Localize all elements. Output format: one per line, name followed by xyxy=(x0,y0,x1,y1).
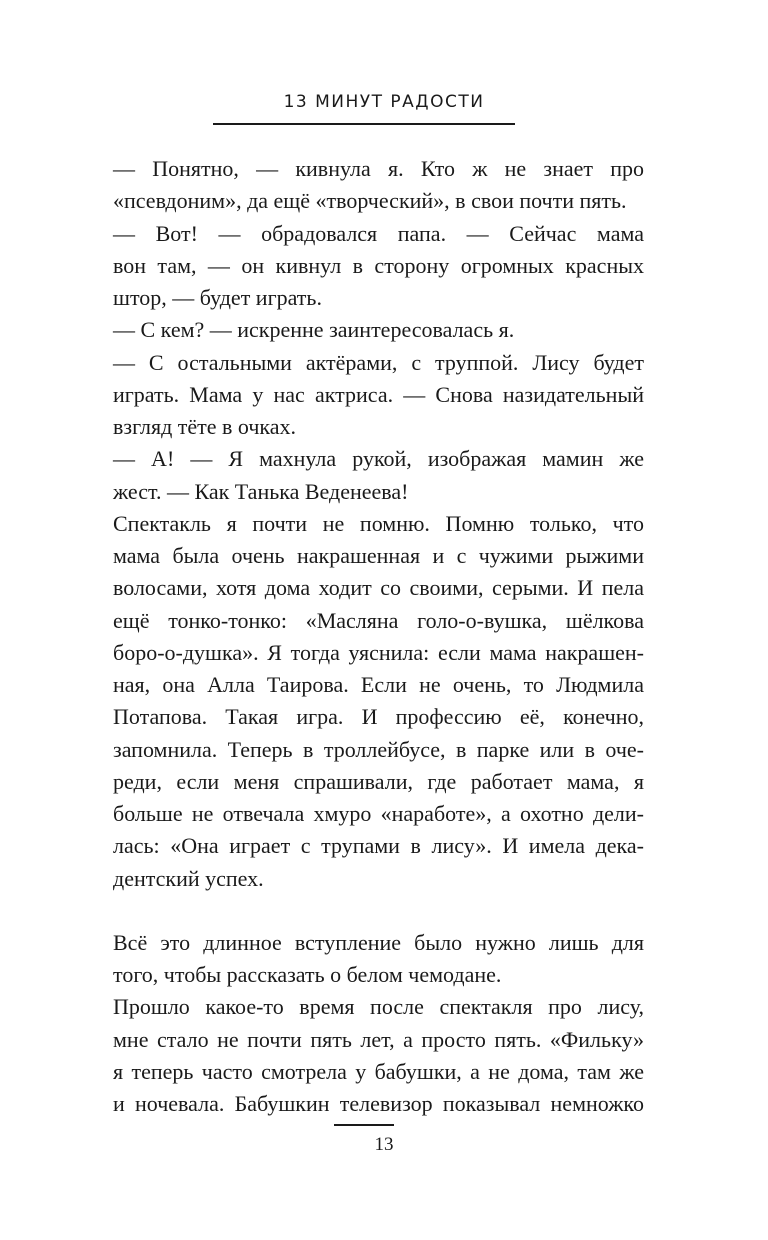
text-line: жест. — Как Танька Веденеева! xyxy=(113,478,409,504)
text-line: Потапова. Такая игра. И профессию её, конечно, xyxy=(113,704,644,730)
text-line: — А! — Я махнула рукой, изображая мамин же xyxy=(113,446,644,472)
text-line: ещё тонко-тонко: «Масляна голо-о-вушка, шёлкова xyxy=(113,607,644,633)
text-line: — С кем? — искренне заинтересовалась я. xyxy=(113,317,515,343)
text-line: — Понятно, — кивнула я. Кто ж не знает про xyxy=(113,156,644,181)
text-line: дентский успех. xyxy=(113,865,264,891)
text-line: того, чтобы рассказать о белом чемодане. xyxy=(113,962,502,987)
page-number: 13 xyxy=(374,1134,394,1155)
header-rule xyxy=(213,123,515,125)
folio-rule xyxy=(334,1124,394,1126)
text-line: мама была очень накрашенная и с чужими рыжими xyxy=(113,543,644,568)
text-line: «псевдоним», да ещё «творческий», в свои почти пять. xyxy=(113,188,627,214)
text-line: вон там, — он кивнул в сторону огромных красных xyxy=(113,252,644,278)
text-line: — Вот! — обрадовался папа. — Сейчас мама xyxy=(113,220,644,246)
text-line: Спектакль я почти не помню. Помню только, что xyxy=(113,510,644,536)
text-line: боро-о-душка». Я тогда уяснила: если мама накрашен- xyxy=(113,639,644,665)
text-line: Прошло какое-то время после спектакля про лису, xyxy=(113,994,644,1020)
text-line: лась: «Она играет с трупами в лису». И имела дека- xyxy=(113,833,644,859)
text-line: мне стало не почти пять лет, а просто пять. «Фильку» xyxy=(113,1026,644,1052)
text-line: я теперь часто смотрела у бабушки, а не дома, там же xyxy=(113,1058,644,1084)
text-line: играть. Мама у нас актриса. — Снова назидательный xyxy=(113,381,644,407)
section-break xyxy=(113,895,644,927)
text-line: запомнила. Теперь в троллейбусе, в парке или в оче- xyxy=(113,736,644,762)
body-text xyxy=(113,153,644,1120)
running-title: 13 МИНУТ РАДОСТИ xyxy=(283,92,485,112)
text-line: ная, она Алла Таирова. Если не очень, то Людмила xyxy=(113,672,644,697)
text-line: взгляд тёте в очках. xyxy=(113,414,297,439)
text-line: больше не отвечала хмуро «наработе», а охотно дели- xyxy=(113,801,644,826)
text-line: реди, если меня спрашивали, где работает мама, я xyxy=(113,768,644,794)
text-line: — С остальными актёрами, с труппой. Лису будет xyxy=(113,349,644,375)
text-line: Всё это длинное вступление было нужно лишь для xyxy=(113,929,644,955)
text-line: и ночевала. Бабушкин телевизор показывал немножко xyxy=(113,1091,644,1116)
text-line: волосами, хотя дома ходит со своими, серыми. И пела xyxy=(113,575,644,601)
text-line: штор, — будет играть. xyxy=(113,285,322,310)
